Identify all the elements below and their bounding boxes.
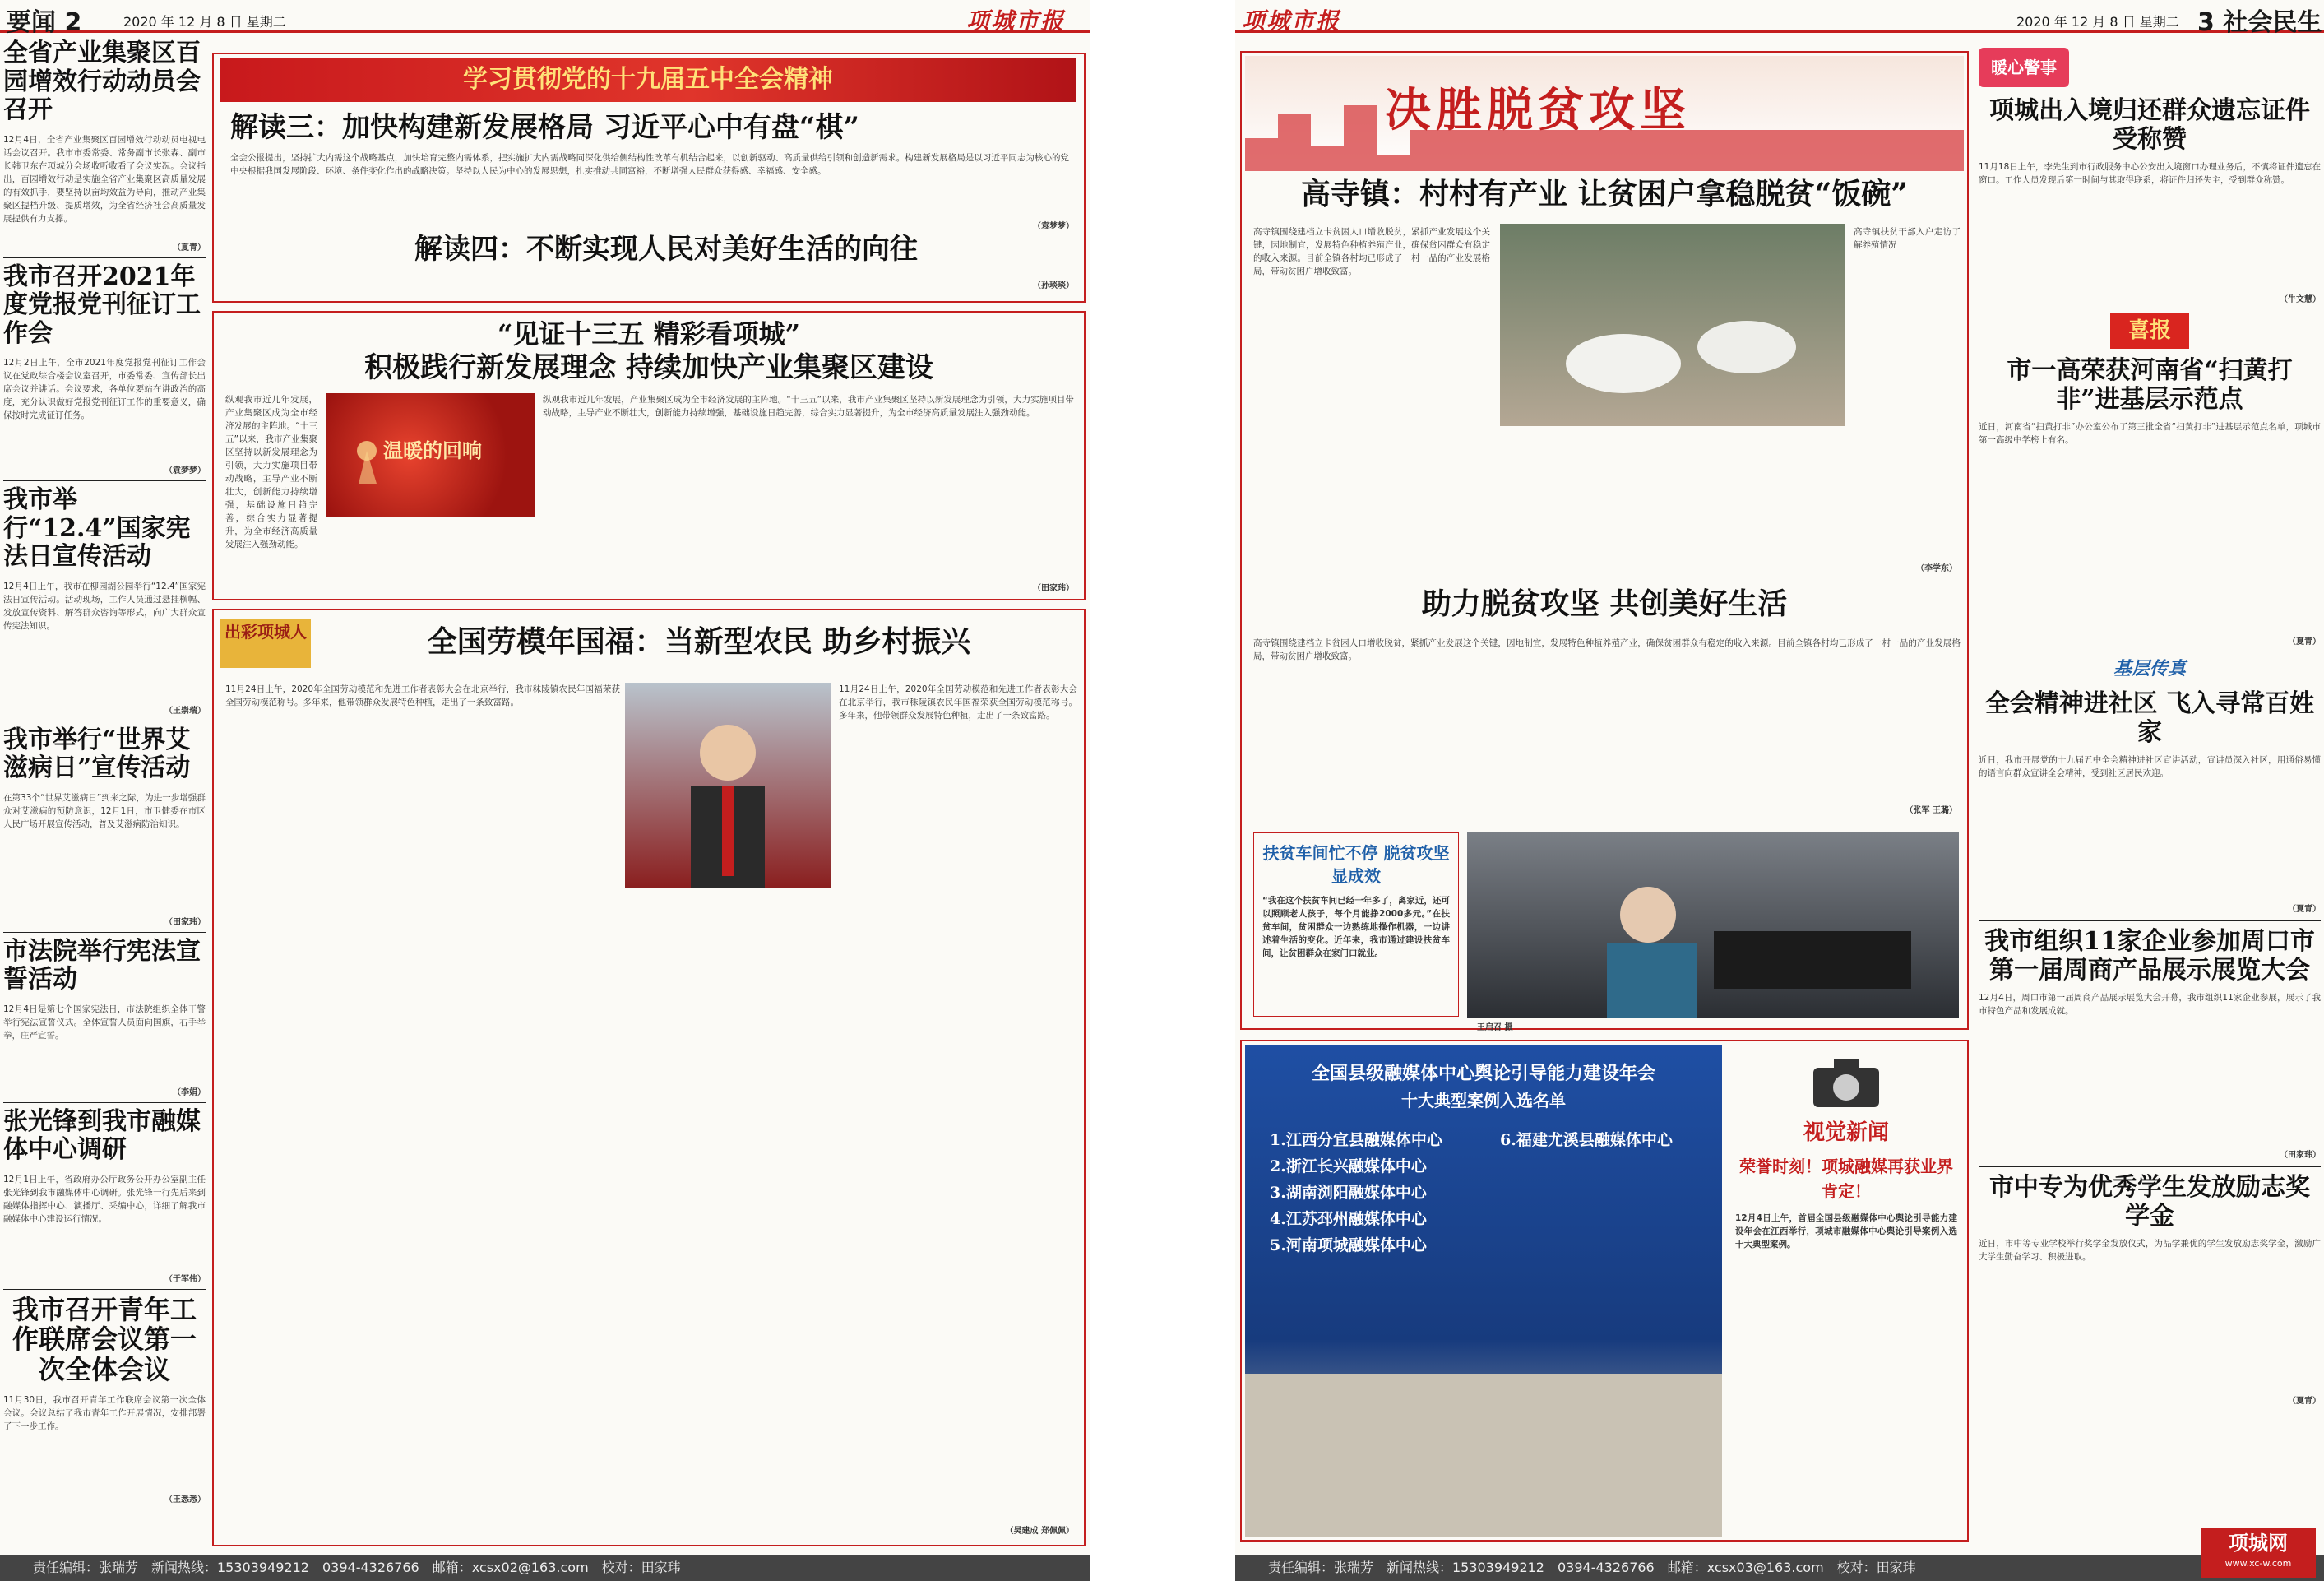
logo-url: www.xc-w.com (2224, 1558, 2292, 1569)
headline: 解读三：加快构建新发展格局 习近平心中有盘“棋” (230, 111, 859, 144)
article-body: 11月24日上午，2020年全国劳动模范和先进工作者表彰大会在北京举行，我市秣陵镇农民年国福荣获全国劳动模范称号。多年来，他带领群众发展特色种植，走出了一条致富路。 (839, 684, 1077, 721)
media-section (1240, 1040, 1969, 1542)
headline: 张光锋到我市融媒体中心调研 (3, 1106, 201, 1164)
article-body: 全会公报提出，坚持扩大内需这个战略基点，加快培育完整内需体系，把实施扩大内需战略同深化供给侧结构性改革有机结合起来，以创新驱动、高质量供给引领和创造新需求。构建新发展格局是以习近平同志为核心的党中央根据我国发展阶段、环境、条件变化作出的战略决策。坚持以人民为中心的发展思想，扎实推动共同富裕，不断增强人民群众获得感、幸福感、安全感。 (230, 153, 1069, 176)
section-banner (1245, 56, 1964, 171)
article-body: 11月30日，我市召开青年工作联席会议第一次全体会议。会议总结了我市青年工作开展情况，安排部署了下一步工作。 (3, 1394, 206, 1431)
quote-text: “我在这个扶贫车间已经一年多了，离家近，还可以照顾老人孩子，每个月能挣2000多元。”在扶贫车间，贫困群众一边熟练地操作机器，一边讲述着生活的变化。近年来，我市通过建设扶贫车间，让贫困群众在家门口就业。 (1262, 896, 1450, 958)
page-footer: 责任编辑：张瑞芳 新闻热线：15303949212 0394-4326766 邮箱：xcsx02@163.com 校对：田家玮 (0, 1555, 1090, 1581)
article-body: 11月24日上午，2020年全国劳动模范和先进工作者表彰大会在北京举行，我市秣陵镇农民年国福荣获全国劳动模范称号。多年来，他带领群众发展特色种植，走出了一条致富路。 (225, 684, 620, 707)
headline: 全会精神进社区 飞入寻常百姓家 (1984, 689, 2315, 747)
byline: （王悉悉） (164, 1495, 206, 1504)
labor-section (212, 609, 1086, 1546)
headline: 我市召开2021年度党报党刊征订工作会 (3, 262, 201, 348)
study-section (212, 53, 1086, 303)
article-body: 纵观我市近几年发展，产业集聚区成为全市经济发展的主阵地。“十三五”以来，我市产业集聚区坚持以新发展理念为引领，大力实施项目带动战略，主导产业不断壮大，创新能力持续增强，基础设施日趋完善，综合实力显著提升，为全市经济高质量发展注入强劲动能。 (543, 395, 1074, 418)
article-body: 12月4日是第七个国家宪法日，市法院组织全体干警举行宪法宣誓仪式。全体宣誓人员面向国旗，右手举拳，庄严宣誓。 (3, 1004, 206, 1041)
section-tag: 暖心警事 (1979, 48, 2069, 87)
workshop-photo (1467, 832, 1959, 1018)
banner-text: 决胜脱贫攻坚 (1385, 83, 1691, 137)
article-body: 近日，市中等专业学校举行奖学金发放仪式，为品学兼优的学生发放励志奖学金，激励广大学生勤奋学习、积极进取。 (1979, 1239, 2321, 1262)
article-body: 高寺镇围绕建档立卡贫困人口增收脱贫，紧抓产业发展这个关键，因地制宜，发展特色种植养殖产业，确保贫困群众有稳定的收入来源。目前全镇各村均已形成了一村一品的产业发展格局，带动贫困户增收致富。 (1253, 227, 1490, 276)
headline: 全省产业集聚区百园增效行动动员会召开 (3, 39, 201, 124)
headline: 我市举行“世界艾滋病日”宣传活动 (3, 725, 191, 782)
section-tag: 视觉新闻 (1803, 1120, 1889, 1145)
case-item: 5.河南项城融媒体中心 (1270, 1236, 1427, 1254)
headline: 我市召开青年工作联席会议第一次全体会议 (12, 1293, 197, 1386)
headline: 助力脱贫攻坚 共创美好生活 (1421, 586, 1788, 621)
article-body: 高寺镇围绕建档立卡贫困人口增收脱贫，紧抓产业发展这个关键，因地制宜，发展特色种植养殖产业，确保贫困群众有稳定的收入来源。目前全镇各村均已形成了一村一品的产业发展格局，带动贫困户增收致富。 (1253, 638, 1961, 661)
case-item: 2.浙江长兴融媒体中心 (1270, 1157, 1427, 1175)
feature-section (212, 311, 1086, 600)
headline: 我市举行“12.4”国家宪法日宣传活动 (3, 485, 191, 571)
byline: （于军伟） (164, 1274, 206, 1284)
screen-subtitle: 十大典型案例入选名单 (1401, 1091, 1566, 1110)
byline: （袁梦梦） (1033, 222, 1074, 231)
byline: （李娟） (173, 1087, 206, 1097)
byline: （田家玮） (164, 917, 206, 927)
site-logo[interactable] (2201, 1528, 2316, 1578)
page-header (1235, 0, 2324, 37)
headline: 市中专为优秀学生发放励志奖学金 (1989, 1173, 2310, 1231)
newspaper-page-left (0, 0, 1090, 1581)
byline: （袁梦梦） (164, 466, 206, 475)
feature-kicker: “见证十三五 精彩看项城” (498, 318, 800, 350)
article-body: 12月1日上午，省政府办公厅政务公开办公室副主任张光锋到我市融媒体中心调研。张光锋一行先后来到融媒体指挥中心、演播厅、采编中心，详细了解我市融媒体中心建设运行情况。 (3, 1174, 206, 1224)
headline: 我市组织11家企业参加周口市第一届周商产品展示展览大会 (1984, 927, 2315, 985)
caption-heading: 荣誉时刻！项城融媒再获业界肯定！ (1739, 1157, 1953, 1201)
headline: 高寺镇：村村有产业 让贫困户拿稳脱贫“饭碗” (1301, 177, 1908, 211)
poverty-section (1240, 51, 1969, 1030)
labor-photo (625, 683, 831, 888)
case-item: 6.福建尤溪县融媒体中心 (1500, 1131, 1673, 1149)
section-banner (220, 58, 1076, 102)
issue-date: 2020 年 12 月 8 日 星期二 (123, 14, 286, 30)
quote-box (1253, 832, 1459, 1017)
screen-title: 全国县级融媒体中心舆论引导能力建设年会 (1311, 1063, 1655, 1084)
article-body: 纵观我市近几年发展，产业集聚区成为全市经济发展的主阵地。“十三五”以来，我市产业集聚区坚持以新发展理念为引领，大力实施项目带动战略，主导产业不断壮大，创新能力持续增强，基础设施日趋完善，综合实力显著提升，为全市经济高质量发展注入强劲动能。 (225, 395, 317, 549)
section-tag: 基层传真 (2113, 658, 2186, 679)
byline: （夏青） (2288, 638, 2321, 647)
masthead: 项城市报 (1242, 7, 1341, 35)
article-body: 12月4日上午，我市在柳园湖公园举行“12.4”国家宪法日宣传活动。活动现场，工作人员通过悬挂横幅、发放宣传资料、解答群众咨询等形式，向广大群众宣传宪法知识。 (3, 581, 206, 631)
section-tag: 喜报 (2110, 313, 2189, 349)
article-body: 12月2日上午，全市2021年度党报党刊征订工作会议在党政综合楼会议室召开，市委常委、宣传部长出席会议并讲话。会议要求，各单位要站在讲政治的高度，充分认识做好党报党刊征订工作的重要意义，确保按时完成征订任务。 (3, 358, 206, 420)
headline: 市一高荣获河南省“扫黄打非”进基层示范点 (2007, 356, 2293, 414)
article-body: 11月18日上午，李先生到市行政服务中心公安出入境窗口办理业务后，不慎将证件遗忘在窗口。工作人员发现后第一时间与其取得联系，将证件归还失主，受到群众称赞。 (1979, 162, 2321, 185)
news-column (3, 39, 206, 1553)
photo-credit: 王启召 摄 (1477, 1023, 1513, 1032)
issue-date: 2020 年 12 月 8 日 星期二 (2016, 14, 2179, 30)
page-number: 3 社会民生 (2197, 8, 2322, 37)
byline: （田家玮） (1033, 584, 1074, 593)
newspaper-page-right (1235, 0, 2324, 1581)
masthead: 项城市报 (966, 7, 1066, 35)
page-number: 要闻 2 (7, 8, 82, 37)
byline: （吴建成 郑佩佩） (1005, 1527, 1074, 1536)
article-body: 在第33个“世界艾滋病日”到来之际，为进一步增强群众对艾滋病的预防意识，12月1日，市卫健委在市区人民广场开展宣传活动，普及艾滋病防治知识。 (3, 792, 206, 829)
page-gutter (1090, 0, 1235, 1581)
byline: （李学东） (1916, 564, 1957, 573)
page-footer: 责任编辑：张瑞芳 新闻热线：15303949212 0394-4326766 邮箱：xcsx03@163.com 校对：田家玮 (1235, 1555, 2324, 1581)
banner-text: 学习贯彻党的十九届五中全会精神 (463, 65, 833, 94)
article-body: 近日，我市开展党的十九届五中全会精神进社区宣讲活动，宣讲员深入社区，用通俗易懂的语言向群众宣讲全会精神，受到社区居民欢迎。 (1979, 755, 2321, 778)
byline: （王崇瑞） (164, 706, 206, 716)
goat-icon (1500, 224, 1845, 426)
case-item: 3.湖南浏阳融媒体中心 (1270, 1184, 1427, 1202)
section-tag: 出彩项城人 (220, 619, 311, 668)
article-body: 12月4日，周口市第一届周商产品展示展览大会开幕，我市组织11家企业参展，展示了我市特色产品和发展成就。 (1979, 993, 2321, 1016)
photo-caption: 高寺镇扶贫干部入户走访了解养殖情况 (1854, 227, 1961, 250)
audience-icon (1245, 1045, 1722, 1537)
photo-caption: 温暖的回响 (383, 438, 482, 462)
headline: 市法院举行宪法宣誓活动 (3, 936, 201, 994)
person-icon (625, 683, 831, 888)
award-photo (1245, 1045, 1722, 1537)
goat-photo (1500, 224, 1845, 426)
quote-heading: 扶贫车间忙不停 脱贫攻坚显成效 (1262, 843, 1450, 886)
article-body: 12月4日，全省产业集聚区百园增效行动动员电视电话会议召开。我市市委常委、常务副市长张森、副市长韩卫东在项城分会场收听收看了会议实况。会议指出，百园增效行动是实施全省产业集聚区高质量发展的有效抓手，要坚持以亩均效益为导向，推动产业集聚区提档升级、提质增效，为全省经济社会高质量发展提供有力支撑。 (3, 134, 206, 224)
byline: （孙琰琰） (1033, 281, 1074, 290)
headline: 积极践行新发展理念 持续加快产业集聚区建设 (364, 351, 933, 384)
logo-text: 项城网 (2229, 1531, 2288, 1555)
case-item: 1.江西分宜县融媒体中心 (1270, 1131, 1442, 1149)
byline: （夏青） (173, 243, 206, 253)
headline: 项城出入境归还群众遗忘证件受称赞 (1989, 96, 2310, 154)
byline: （夏青） (2288, 1397, 2321, 1406)
headline: 解读四：不断实现人民对美好生活的向往 (414, 233, 918, 266)
byline: （夏青） (2288, 905, 2321, 914)
sewing-machine-icon (1467, 832, 1959, 1018)
news-column (1979, 48, 2321, 1553)
media-caption (1735, 1053, 1957, 1530)
camera-icon (1809, 1053, 1883, 1110)
page-header (0, 0, 1090, 37)
case-item: 4.江苏邳州融媒体中心 (1270, 1210, 1427, 1228)
byline: （田家玮） (2280, 1151, 2321, 1160)
byline: （张军 王璐） (1905, 806, 1957, 815)
headline: 全国劳模年国福：当新型农民 助乡村振兴 (427, 624, 971, 659)
article-body: 近日，河南省“扫黄打非”办公室公布了第三批全省“扫黄打非”进基层示范点名单，项城市第一高级中学榜上有名。 (1979, 422, 2321, 445)
byline: （牛文慧） (2280, 295, 2321, 304)
feature-photo (326, 393, 535, 517)
caption-text: 12月4日上午，首届全国县级融媒体中心舆论引导能力建设年会在江西举行，项城市融媒体中心舆论引导案例入选十大典型案例。 (1735, 1213, 1957, 1250)
